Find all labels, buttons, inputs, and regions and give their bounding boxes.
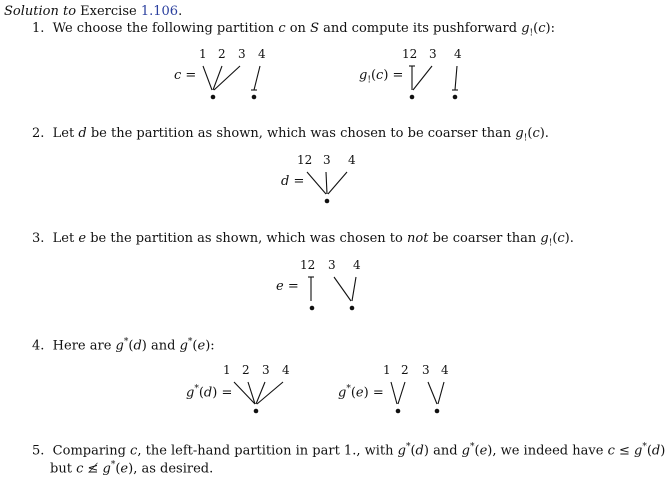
equals: ) = xyxy=(212,385,233,401)
math-e: e xyxy=(479,443,488,459)
math-sup: * xyxy=(187,337,193,347)
node-dot xyxy=(310,306,315,311)
math-g: g xyxy=(338,385,347,401)
tick-label: 3 xyxy=(429,47,437,61)
math-g: g xyxy=(397,443,406,459)
math-g: g xyxy=(359,68,368,83)
edge xyxy=(352,277,356,301)
tick-label: 4 xyxy=(258,47,266,61)
tick-label: 3 xyxy=(238,47,246,61)
diagram-ge-label xyxy=(338,384,384,400)
equals: = xyxy=(181,68,197,83)
node-dot xyxy=(410,95,415,100)
tick-label: 1 xyxy=(199,47,207,61)
math-paren: ( xyxy=(115,461,121,477)
tick-label: 2 xyxy=(218,47,226,61)
math-g: g xyxy=(186,385,195,401)
edge xyxy=(326,172,327,194)
math-c: c xyxy=(130,443,138,459)
math-g: g xyxy=(521,21,530,36)
edge xyxy=(307,172,326,194)
math-sup: * xyxy=(194,384,199,394)
math-g: g xyxy=(515,126,524,141)
tick-label: 12 xyxy=(297,153,313,167)
edge xyxy=(438,382,444,404)
solution-header xyxy=(4,4,182,19)
text: : xyxy=(210,338,215,354)
math-paren: ) xyxy=(205,338,211,354)
partition-diagram-c xyxy=(195,46,275,104)
node-dot xyxy=(252,95,257,100)
math-d: d xyxy=(415,443,424,459)
node-dot xyxy=(254,409,259,414)
equals: = xyxy=(289,174,305,189)
tick-label: 1 xyxy=(223,363,231,377)
tick-label: 4 xyxy=(454,47,462,61)
math-c: c xyxy=(557,231,565,246)
text: and xyxy=(428,443,462,459)
math-c: c xyxy=(376,68,384,83)
header-trailing: . xyxy=(178,4,183,19)
tick-label: 4 xyxy=(348,153,356,167)
tick-label: 2 xyxy=(401,363,409,377)
item-5-line-1 xyxy=(32,442,665,458)
item-number: 4. xyxy=(32,338,45,354)
text: Comparing xyxy=(52,443,131,459)
text: , we indeed have xyxy=(492,443,608,459)
item-number: 5. xyxy=(32,443,45,459)
diagram-c-label xyxy=(174,68,196,83)
math-paren: ) xyxy=(660,443,665,459)
exercise-word: Exercise xyxy=(80,4,137,19)
math-paren: ( xyxy=(370,68,377,83)
equals: ) = xyxy=(363,385,384,401)
tick-label: 3 xyxy=(422,363,430,377)
edge xyxy=(328,172,347,194)
tick-label: 4 xyxy=(353,258,361,272)
math-sup: * xyxy=(110,460,116,470)
partition-diagram-g-pullback-d xyxy=(220,362,300,420)
math-not-leq: ≰ xyxy=(83,461,103,477)
tick-label: 4 xyxy=(282,363,290,377)
text: , as desired. xyxy=(133,461,214,477)
math-d: d xyxy=(203,385,213,401)
math-leq: ≤ xyxy=(614,443,635,459)
equals: = xyxy=(283,279,299,294)
item-1 xyxy=(32,21,555,39)
partition-diagram-g-pushforward-c xyxy=(398,46,470,104)
math-d: d xyxy=(281,174,290,189)
math-g: g xyxy=(461,443,470,459)
math-paren: ) xyxy=(545,21,551,36)
item-number: 3. xyxy=(32,231,45,246)
math-paren: ( xyxy=(198,385,204,401)
math-sup: * xyxy=(642,442,647,452)
math-e: e xyxy=(197,338,206,354)
diagram-gc-label xyxy=(359,68,403,86)
math-paren: ( xyxy=(410,443,416,459)
math-g: g xyxy=(115,338,124,354)
math-g: g xyxy=(540,231,549,246)
math-paren: ( xyxy=(350,385,356,401)
text: be the partition as shown, which was chosen to xyxy=(86,231,407,246)
math-sub: ! xyxy=(523,133,528,144)
edge xyxy=(334,277,351,301)
math-paren: ) xyxy=(423,443,429,459)
math-sub: ! xyxy=(548,238,553,249)
text: be coarser than xyxy=(428,231,541,246)
math-sub: ! xyxy=(529,28,534,39)
math-paren: ) xyxy=(539,126,545,141)
tick-label: 3 xyxy=(323,153,331,167)
math-e: e xyxy=(355,385,364,401)
emphasis-not: not xyxy=(407,231,429,246)
text: and xyxy=(146,338,180,354)
text: . xyxy=(569,231,574,246)
text: but xyxy=(50,461,77,477)
math-paren: ) xyxy=(564,231,570,246)
math-c: c xyxy=(278,21,286,36)
math-c: c xyxy=(174,68,182,83)
math-paren: ( xyxy=(474,443,480,459)
math-paren: ( xyxy=(552,231,558,246)
math-g: g xyxy=(102,461,111,477)
text: Let xyxy=(52,126,79,141)
math-paren: ) xyxy=(487,443,493,459)
edge xyxy=(391,382,397,404)
node-dot xyxy=(350,306,355,311)
math-g: g xyxy=(634,443,643,459)
solution-prefix: Solution to xyxy=(4,4,77,19)
math-c: c xyxy=(76,461,84,477)
partition-diagram-d xyxy=(295,152,365,208)
math-e: e xyxy=(120,461,129,477)
math-paren: ( xyxy=(533,21,539,36)
math-sup: * xyxy=(346,384,351,394)
math-d: d xyxy=(133,338,142,354)
math-S: S xyxy=(310,21,319,36)
edge xyxy=(398,382,405,404)
item-3 xyxy=(32,231,574,249)
math-e: e xyxy=(78,231,87,246)
tick-label: 4 xyxy=(441,363,449,377)
edge xyxy=(413,66,432,90)
text: and compute its pushforward xyxy=(318,21,522,36)
item-2 xyxy=(32,126,549,144)
edge xyxy=(203,66,212,90)
text: : xyxy=(550,21,555,36)
math-paren: ( xyxy=(128,338,134,354)
partition-diagram-g-pullback-e xyxy=(380,362,456,420)
node-dot xyxy=(325,199,330,204)
text: We choose the following partition xyxy=(52,21,279,36)
text: . xyxy=(544,126,549,141)
math-sup: * xyxy=(469,442,475,452)
text: on xyxy=(285,21,311,36)
node-dot xyxy=(453,95,458,100)
edge xyxy=(455,66,457,90)
item-number: 1. xyxy=(32,21,45,36)
text: be the partition as shown, which was chosen to be coarser than xyxy=(86,126,516,141)
tick-label: 2 xyxy=(242,363,250,377)
tick-label: 3 xyxy=(262,363,270,377)
math-e: e xyxy=(276,279,284,294)
partition-diagram-e xyxy=(298,257,370,315)
math-sup: * xyxy=(405,442,411,452)
math-paren: ( xyxy=(646,443,652,459)
math-d: d xyxy=(78,126,87,141)
tick-label: 1 xyxy=(383,363,391,377)
item-4 xyxy=(32,337,215,353)
tick-label: 12 xyxy=(402,47,418,61)
math-c: c xyxy=(538,21,546,36)
item-number: 2. xyxy=(32,126,45,141)
math-paren: ) xyxy=(128,461,134,477)
text: Here are xyxy=(52,338,116,354)
exercise-ref-link[interactable]: 1.106 xyxy=(140,4,179,19)
math-paren: ) xyxy=(141,338,147,354)
item-5-line-2 xyxy=(50,460,213,476)
math-g: g xyxy=(179,338,188,354)
edge xyxy=(428,382,437,404)
node-dot xyxy=(396,409,401,414)
math-paren: ( xyxy=(527,126,533,141)
diagram-e-label xyxy=(276,279,299,294)
tick-label: 3 xyxy=(328,258,336,272)
node-dot xyxy=(435,409,440,414)
text: , the left-hand partition in part 1., with xyxy=(137,443,398,459)
text: Let xyxy=(52,231,79,246)
math-sup: * xyxy=(123,337,129,347)
math-paren: ( xyxy=(192,338,198,354)
math-sub: ! xyxy=(367,75,371,86)
equals: ) = xyxy=(383,68,404,83)
math-c: c xyxy=(532,126,540,141)
edge xyxy=(254,66,260,90)
math-c: c xyxy=(607,443,615,459)
node-dot xyxy=(211,95,216,100)
math-d: d xyxy=(651,443,661,459)
tick-label: 12 xyxy=(300,258,316,272)
